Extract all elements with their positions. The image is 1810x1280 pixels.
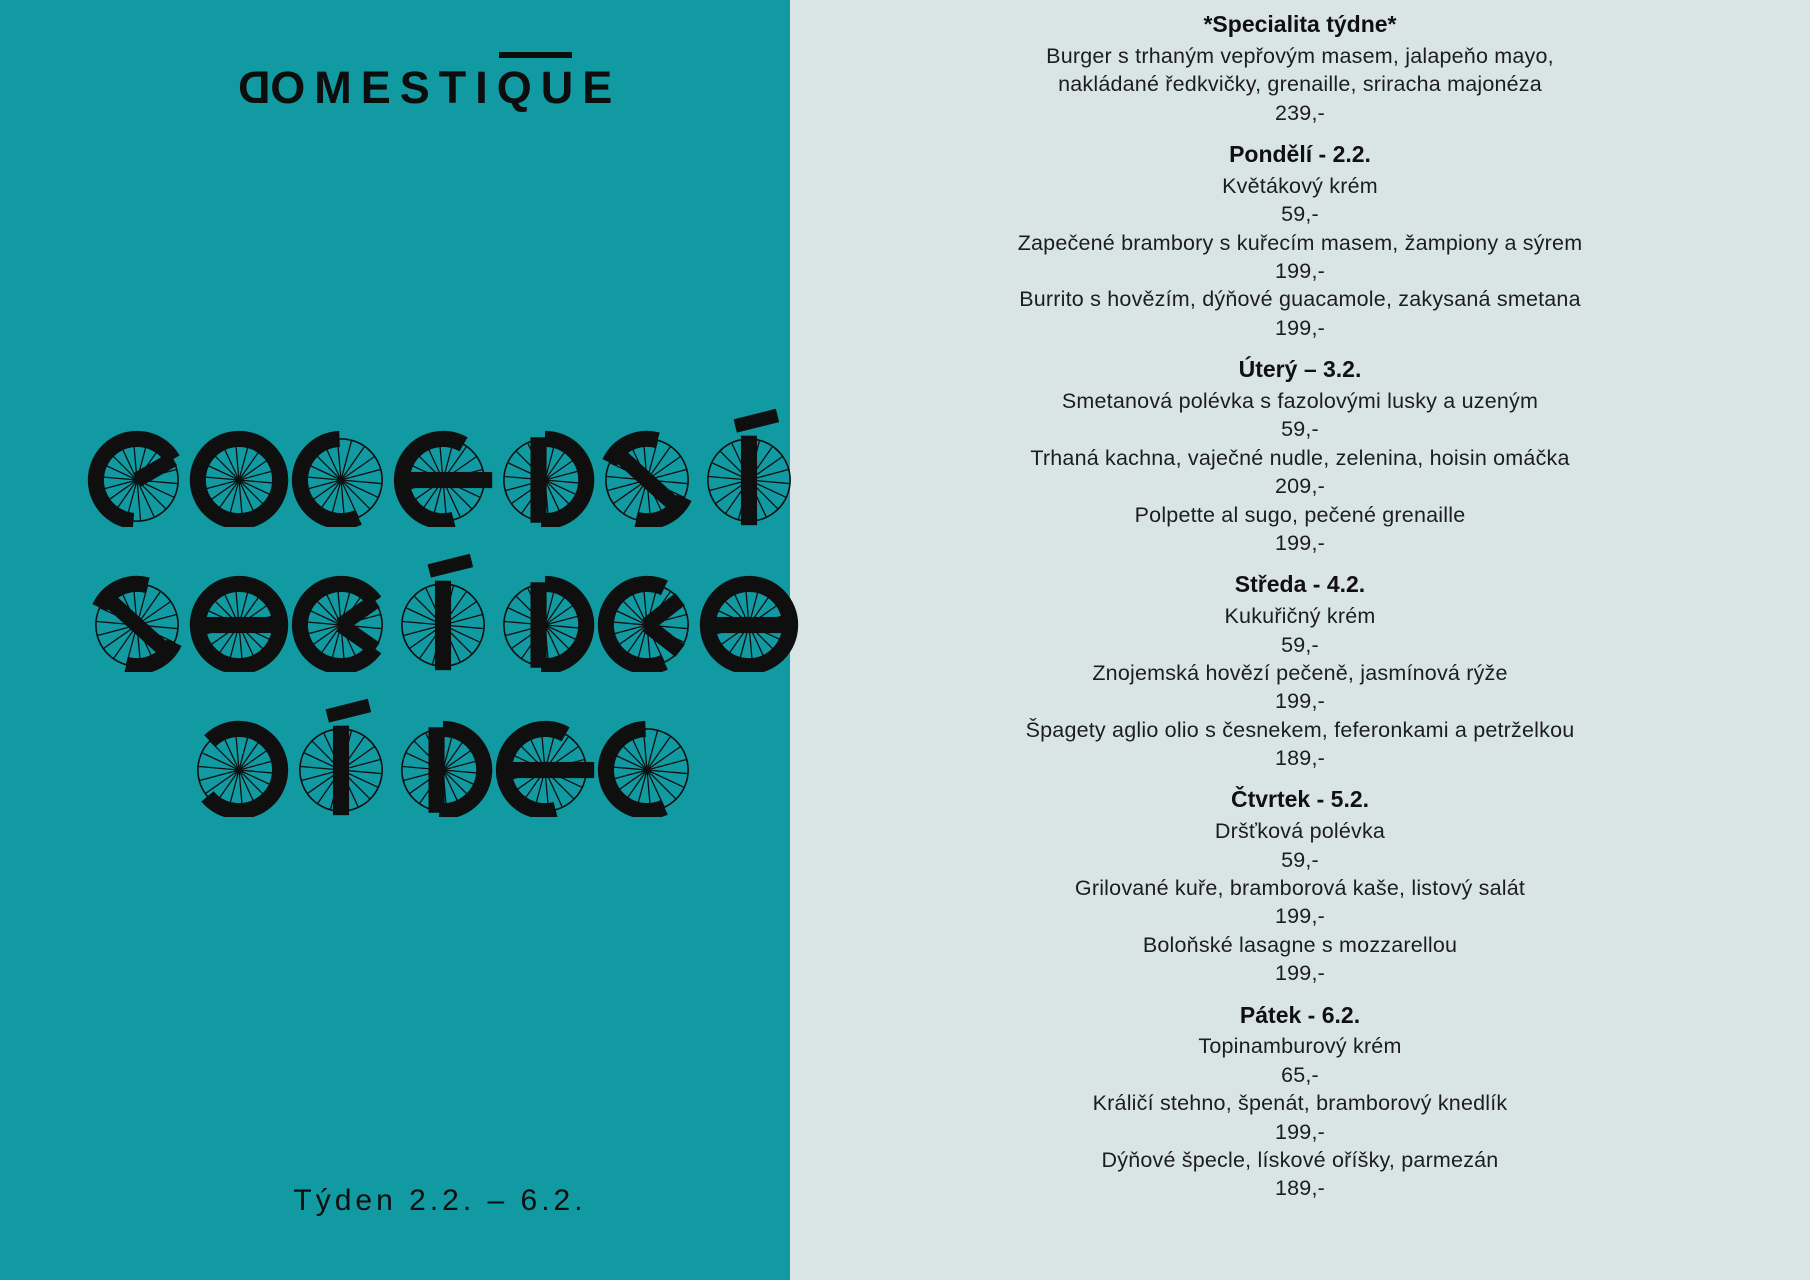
wheel-word-row (86, 549, 800, 672)
menu-item-price: 199,- (1274, 530, 1325, 555)
wheel-letter-glyph (698, 404, 800, 527)
wheel-letter-glyph (596, 404, 698, 527)
day-section (1000, 1001, 1600, 1203)
menu-item-price: 59,- (1281, 202, 1319, 227)
wheel-letter-glyph (494, 404, 596, 527)
wheel-letter-glyph (494, 694, 596, 817)
menu-item-name: Polpette al sugo, pečené grenaille (1134, 502, 1466, 527)
brand-logo (30, 62, 820, 114)
menu-item-price: 199,- (1274, 961, 1325, 986)
menu-item-name: Kukuřičný krém (1224, 604, 1376, 629)
wheel-letter-glyph (290, 404, 392, 527)
menu-item-name: Králičí stehno, špenát, bramborový knedlík (1092, 1091, 1508, 1116)
day-sections (1000, 140, 1600, 1203)
menu-item-name: Burrito s hovězím, dýňové guacamole, zakysaná smetana (1019, 287, 1581, 312)
day-heading: Úterý – 3.2. (1238, 356, 1362, 383)
menu-item-name: Topinamburový krém (1198, 1034, 1402, 1059)
wheel-letter-glyph (188, 549, 290, 672)
wheel-letter-glyph (596, 694, 698, 817)
wheel-letter-glyph (290, 549, 392, 672)
special-section (1000, 10, 1600, 127)
menu-item-price: 59,- (1281, 417, 1319, 442)
day-heading: Pondělí - 2.2. (1229, 141, 1371, 168)
menu-item-price: 189,- (1274, 1176, 1325, 1201)
menu-item-price: 199,- (1274, 1119, 1325, 1144)
menu-item-price: 59,- (1281, 847, 1319, 872)
logo-text: OMESTI (270, 62, 497, 113)
day-heading: Čtvrtek - 5.2. (1230, 786, 1370, 813)
wheel-letter-glyph (494, 549, 596, 672)
menu-item-price: 199,- (1274, 315, 1325, 340)
menu-item-price: 59,- (1281, 632, 1319, 657)
menu-item-price: 199,- (1274, 689, 1325, 714)
menu-item-name: Špagety aglio olio s česnekem, feferonkami a petrželkou (1025, 717, 1575, 742)
day-section (1000, 785, 1600, 987)
day-heading: Pátek - 6.2. (1239, 1001, 1361, 1028)
menu-item-name: Květákový krém (1222, 173, 1378, 198)
menu-item-name: Znojemská hovězí pečeně, jasmínová rýže (1092, 660, 1508, 685)
menu-column (1000, 10, 1600, 1203)
left-poster-panel (0, 0, 790, 1280)
menu-item-name: Boloňské lasagne s mozzarellou (1142, 932, 1458, 957)
wheel-letter-glyph (86, 549, 188, 672)
day-heading: Středa - 4.2. (1234, 571, 1366, 598)
day-section (1000, 570, 1600, 772)
menu-panel (790, 0, 1810, 1280)
day-section (1000, 355, 1600, 557)
menu-item-name: Dršťková polévka (1214, 819, 1386, 844)
wheel-word-row (86, 404, 800, 527)
menu-item-name: Trhaná kachna, vaječné nudle, zelenina, hoisin omáčka (1030, 445, 1570, 470)
menu-item-name: Smetanová polévka s fazolovými lusky a uzeným (1061, 389, 1539, 414)
wheel-letter-glyph (86, 404, 188, 527)
menu-item-price: 199,- (1274, 904, 1325, 929)
wheel-letter-glyph (392, 549, 494, 672)
menu-item-price: 209,- (1274, 474, 1325, 499)
wheel-letter-glyph (596, 549, 698, 672)
week-range-label: Týden 2.2. – 6.2. (293, 1184, 587, 1217)
menu-item-price: 65,- (1281, 1062, 1319, 1087)
menu-item-name: Zapečené brambory s kuřecím masem, žampiony a sýrem (1017, 230, 1583, 255)
wheel-letter-glyph (392, 694, 494, 817)
wheel-letter-glyph (290, 694, 392, 817)
wheel-letter-glyph (392, 404, 494, 527)
menu-item-price: 189,- (1274, 746, 1325, 771)
special-price: 239,- (1274, 100, 1325, 125)
wheel-letter-glyph (698, 549, 800, 672)
logo-text: E (582, 62, 622, 113)
logo-letter-reversed-d: D (228, 62, 271, 113)
wheel-letter-glyph (188, 694, 290, 817)
menu-item-name: Grilované kuře, bramborová kaše, listový salát (1074, 876, 1526, 901)
wheel-letter-glyph (188, 404, 290, 527)
menu-item-price: 199,- (1274, 259, 1325, 284)
special-title: *Specialita týdne* (1203, 11, 1397, 37)
day-section (1000, 140, 1600, 342)
menu-item-name: Dýňové špecle, lískové oříšky, parmezán (1101, 1147, 1499, 1172)
wheel-title (48, 404, 838, 839)
special-description: Burger s trhaným vepřovým masem, jalapeňo mayo, nakládané ředkvičky, grenaille, sriracha majonéza (1046, 43, 1554, 97)
wheel-word-row (188, 694, 698, 817)
logo-text-overlined-qu: QU (496, 62, 583, 113)
